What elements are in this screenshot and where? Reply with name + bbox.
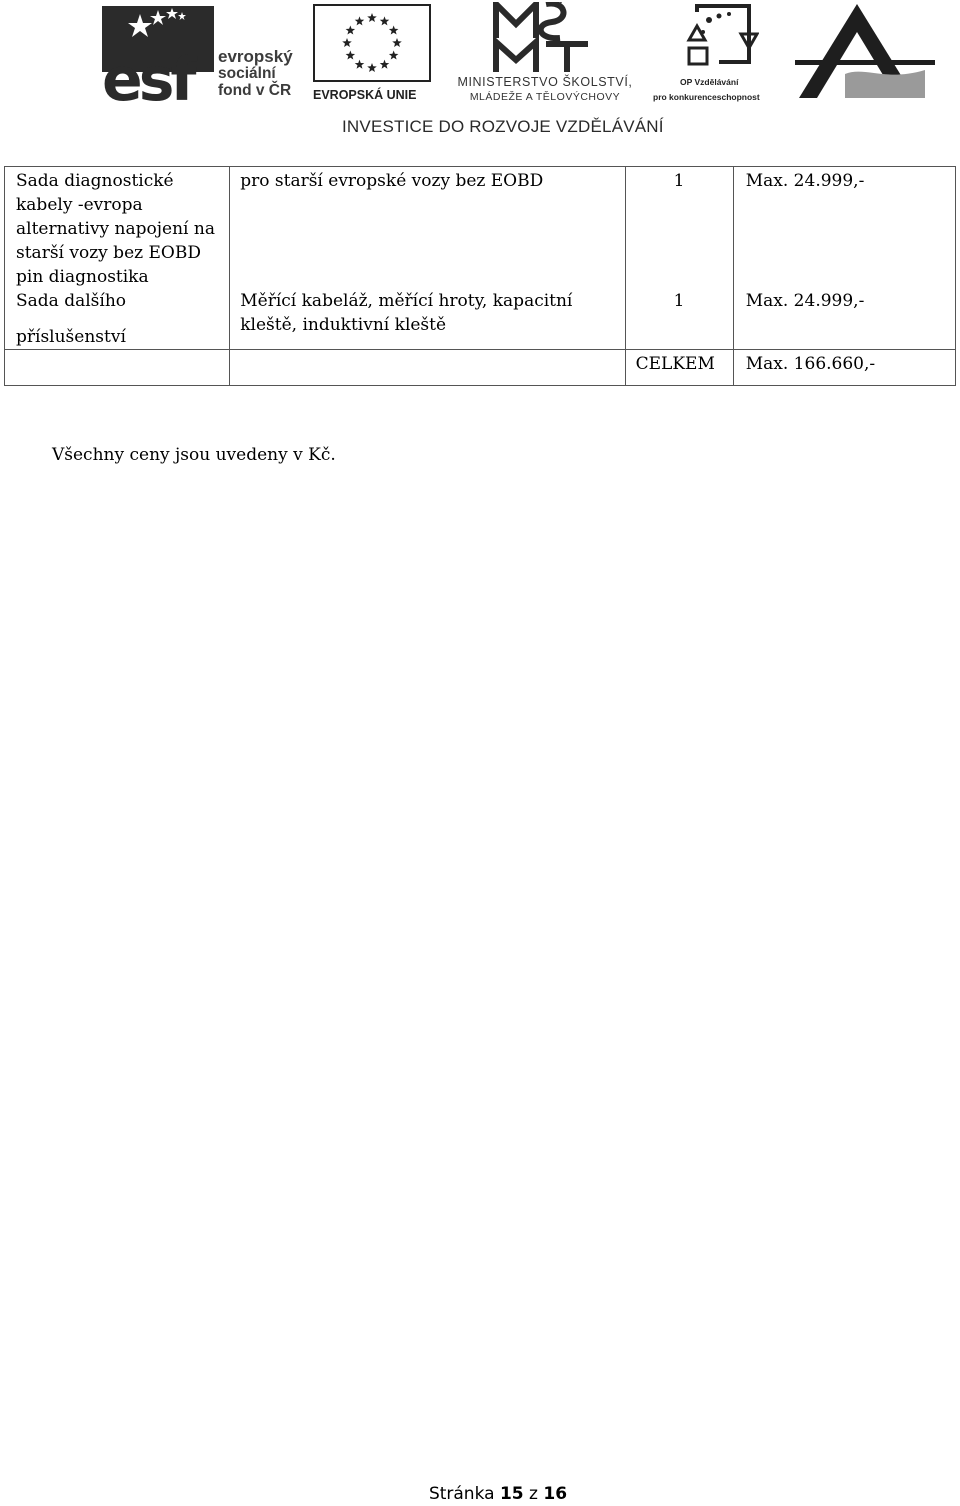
esf-logo [100, 4, 305, 104]
total-row [5, 350, 956, 386]
description-cell [230, 167, 625, 350]
eu-star [367, 63, 377, 72]
footer-of: z [529, 1484, 538, 1504]
item-name-cell [5, 167, 230, 350]
total-price-cell [733, 350, 955, 386]
esf-mark-icon [100, 4, 218, 104]
header-logos [0, 0, 960, 142]
eu-star [346, 26, 356, 35]
op-vk-line1: OP Vzdělávání [680, 77, 739, 87]
footer-page-number: 15 [499, 1484, 524, 1504]
total-label-cell [625, 350, 733, 386]
eu-flag [313, 4, 431, 82]
msmt-line1: MINISTERSTVO ŠKOLSTVÍ, [457, 75, 633, 89]
esf-line3: fond v ČR [218, 82, 292, 99]
eu-star [389, 26, 399, 35]
msmt-line2: MLÁDEŽE A TĚLOVÝCHOVY [469, 91, 621, 103]
esf-line2: sociální [218, 65, 276, 82]
school-logo [795, 2, 940, 102]
op-vk-mark-icon [679, 4, 759, 74]
quantity-cell [625, 167, 733, 350]
esf-line1: evropský [218, 47, 293, 66]
page-footer [0, 1482, 960, 1506]
eu-star [355, 16, 365, 25]
item-name-line: kabely -evropa [16, 195, 143, 215]
school-mark-icon [795, 2, 940, 102]
project-tagline: INVESTICE DO ROZVOJE VZDĚLÁVÁNÍ [342, 117, 664, 136]
eu-stars-icon [315, 6, 429, 80]
currency-note: Všechny ceny jsou uvedeny v Kč. [52, 445, 336, 465]
footer-prefix: Stránka [428, 1484, 495, 1504]
item-name-line: Sada dalšího [16, 291, 127, 311]
eu-label: EVROPSKÁ UNIE [313, 88, 417, 102]
eu-star [367, 13, 377, 22]
item-name-line: příslušenství [16, 327, 126, 347]
eu-star [389, 51, 399, 60]
eu-logo [313, 4, 433, 102]
empty-cell [230, 350, 625, 386]
eu-star [346, 51, 356, 60]
eu-star [355, 60, 365, 69]
description-text: Měřící kabeláž, měřící hroty, kapacitní kleště, induktivní kleště [240, 291, 573, 335]
eu-star [392, 38, 402, 47]
price-value: Max. 24.999,- [745, 171, 865, 191]
price-value: Max. 24.999,- [745, 291, 865, 311]
quantity-value: 1 [673, 291, 685, 311]
op-vk-logo [652, 4, 787, 104]
eu-star [380, 60, 390, 69]
eu-star [342, 38, 352, 47]
eu-star [380, 16, 390, 25]
footer-page-total: 16 [543, 1484, 568, 1504]
msmt-mark-icon [490, 2, 600, 74]
item-name-line: Sada diagnostické [16, 171, 174, 191]
total-label: CELKEM [635, 354, 715, 374]
op-vk-line2: pro konkurenceschopnost [653, 92, 760, 102]
empty-cell [5, 350, 230, 386]
item-name-line: pin diagnostika [16, 267, 149, 287]
items-table [4, 166, 956, 386]
description-text: pro starší evropské vozy bez EOBD [240, 171, 544, 191]
price-cell [733, 167, 955, 350]
item-name-line: alternativy napojení na [16, 219, 215, 239]
item-name-line: starší vozy bez EOBD [16, 243, 201, 263]
quantity-value: 1 [673, 171, 685, 191]
msmt-logo [440, 2, 650, 106]
svg-text:esf: esf [102, 45, 193, 104]
total-price: Max. 166.660,- [745, 354, 876, 374]
